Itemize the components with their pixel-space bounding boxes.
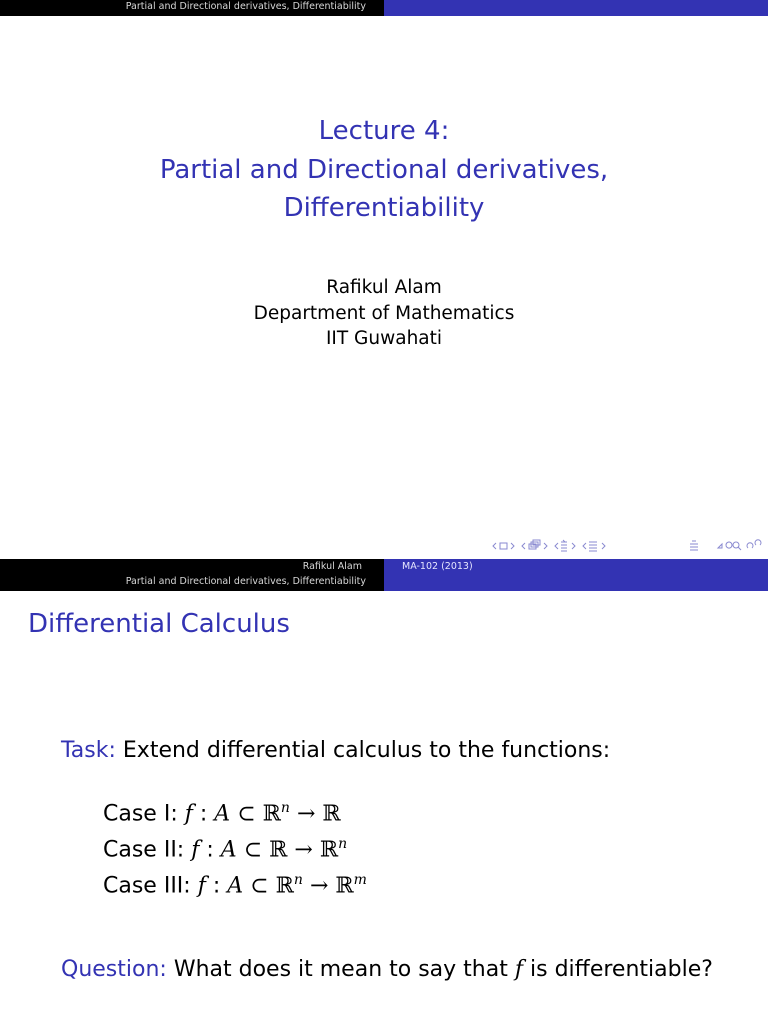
frame-title: Differential Calculus — [28, 609, 290, 639]
case-codomain-sup: n — [338, 836, 348, 852]
case-codomain: ℝ — [335, 873, 354, 899]
case-item: Case II: f : A ⊂ ℝ → ℝ$^n$ — [103, 836, 348, 863]
footer-right-panel — [384, 559, 768, 591]
case-item: Case I: f : A ⊂ ℝ$^n$ → ℝ — [103, 800, 341, 827]
case-domain: ℝ — [275, 873, 294, 899]
slide1-header-bar — [0, 0, 768, 16]
footer-left-panel — [0, 559, 384, 591]
case-codomain: ℝ — [319, 837, 339, 863]
department: Department of Mathematics — [253, 302, 515, 324]
case-label: Case III: — [103, 873, 191, 899]
question-text-after: is differentiable? — [530, 957, 713, 982]
subsection-nav-icon[interactable] — [555, 540, 575, 551]
lecture-title-line3: Differentiability — [283, 193, 485, 223]
case-label: Case I: — [103, 801, 178, 827]
case-codomain-sup: m — [353, 872, 367, 888]
case-domain-sup: n — [280, 800, 290, 816]
header-left-panel — [0, 0, 384, 16]
header-right-panel — [384, 0, 768, 16]
footer-author: Rafikul Alam — [302, 561, 362, 572]
section-nav-icon[interactable] — [583, 542, 605, 551]
footer-course: MA-102 (2013) — [402, 561, 473, 572]
case-domain: ℝ — [262, 801, 281, 827]
task-statement — [61, 738, 610, 763]
question-label: Question: — [61, 957, 167, 982]
nav-icons[interactable] — [492, 539, 762, 553]
question-text-before: What does it mean to say that — [173, 957, 508, 982]
case-domain: ℝ — [269, 837, 288, 863]
task-label: Task: — [61, 738, 116, 763]
slide-nav-icon[interactable] — [493, 543, 514, 549]
frame-nav-icon[interactable] — [522, 540, 547, 549]
search-back-icon[interactable] — [718, 540, 761, 550]
author-block — [0, 275, 768, 352]
case-codomain: ℝ — [322, 801, 341, 827]
document-nav-icon[interactable] — [690, 541, 698, 550]
task-text: Extend differential calculus to the functions: — [122, 738, 611, 763]
case-domain-sup: n — [293, 872, 303, 888]
header-title: Partial and Directional derivatives, Differentiability — [125, 1, 366, 12]
question-variable: f — [514, 957, 524, 982]
navigation-symbols[interactable] — [492, 539, 762, 553]
institute: IIT Guwahati — [325, 328, 443, 349]
question-statement — [61, 957, 713, 982]
case-item: Case III: f : A ⊂ ℝ$^n$ → ℝ$^m$ — [103, 872, 367, 899]
slide-footer-bar — [0, 559, 768, 591]
lecture-title-line2: Partial and Directional derivatives, — [159, 154, 609, 185]
footer-title: Partial and Directional derivatives, Differentiability — [125, 576, 366, 587]
case-label: Case II: — [103, 837, 185, 863]
lecture-title — [0, 112, 768, 228]
lecture-title-line1: Lecture 4: — [318, 116, 450, 146]
author-name: Rafikul Alam — [326, 277, 442, 298]
